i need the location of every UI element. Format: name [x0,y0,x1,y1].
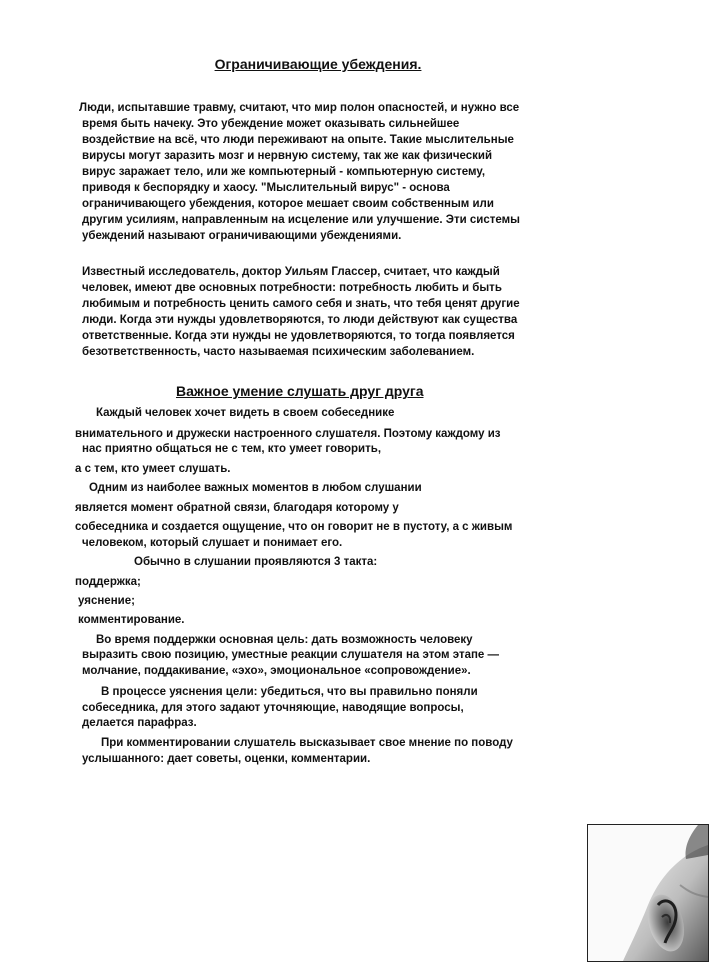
ear-illustration [588,825,708,961]
list-item-clarification: уяснение; [78,595,135,607]
text-line: время быть начеку. Это убеждение может оказывать сильнейшее [82,118,460,130]
text-line: Во время поддержки основная цель: дать возможность человеку [96,634,473,646]
text-line: вирус заражает тело, или же компьютерный - компьютерную систему, [82,166,486,178]
text-line: выразить свою позицию, уместные реакции слушателя на этом этапе — [82,649,500,661]
list-item-support: поддержка; [75,576,141,588]
text-line: собеседника и создается ощущение, что он говорит не в пустоту, а с живым [75,521,513,533]
title-limiting-beliefs: Ограничивающие убеждения. [214,56,422,72]
text-line: Каждый человек хочет видеть в своем собеседнике [96,407,395,419]
text-line: приводя к беспорядку и хаосу. "Мыслительный вирус" - основа [82,182,450,194]
text-line: человек, имеют две основных потребности: потребность любить и быть [82,282,502,294]
text-line: услышанного: дает советы, оценки, комментарии. [82,753,371,765]
text-line: молчание, поддакивание, «эхо», эмоциональное «сопровождение». [82,665,471,677]
paragraph-glasser [82,264,520,360]
text-line: другим усилиям, направленным на исцеление или улучшение. Эти системы [82,214,520,226]
text-line: При комментировании слушатель высказывает свое мнение по поводу [101,737,513,749]
text-line: Обычно в слушании проявляются 3 такта: [134,556,378,568]
text-line: человеком, который слушает и понимает его. [82,537,343,549]
text-line: ответственные. Когда эти нужды не удовлетворяются, то тогда появляется [82,330,515,342]
text-line: нас приятно общаться не с тем, кто умеет говорить, [82,443,382,455]
text-line: собеседника, для этого задают уточняющие, наводящие вопросы, [82,702,464,714]
text-line: ограничивающего убеждения, которое мешает своим собственным или [82,198,494,210]
text-line: является момент обратной связи, благодаря которому у [75,502,399,514]
ear-photo [587,824,709,962]
text-line: а с тем, кто умеет слушать. [75,463,231,475]
text-line: люди. Когда эти нужды удовлетворяются, то люди действуют как существа [82,314,518,326]
text-line: внимательного и дружески настроенного слушателя. Поэтому каждому из [75,428,501,440]
text-line: делается парафраз. [82,717,197,729]
text-line: Одним из наиболее важных моментов в любом слушании [89,482,422,494]
text-line: безответственность, часто называемая психическим заболеванием. [82,346,475,358]
text-line: Люди, испытавшие травму, считают, что мир полон опасностей, и нужно все [79,102,520,114]
text-line: вирусы могут заразить мозг и нервную систему, так же как физический [82,150,493,162]
text-line: убеждений называют ограничивающими убеждениями. [82,230,402,242]
text-line: В процессе уяснения цели: убедиться, что вы правильно поняли [101,686,478,698]
paragraph-limiting-beliefs [79,100,520,244]
title-listening-skill: Важное умение слушать друг друга [176,383,424,399]
text-line: Известный исследователь, доктор Уильям Глассер, считает, что каждый [82,266,500,278]
text-line: воздействие на всё, что люди переживают на опыте. Такие мыслительные [82,134,514,146]
text-line: любимым и потребность ценить самого себя и знать, что тебя ценят другие [82,298,520,310]
list-item-commenting: комментирование. [78,614,185,626]
